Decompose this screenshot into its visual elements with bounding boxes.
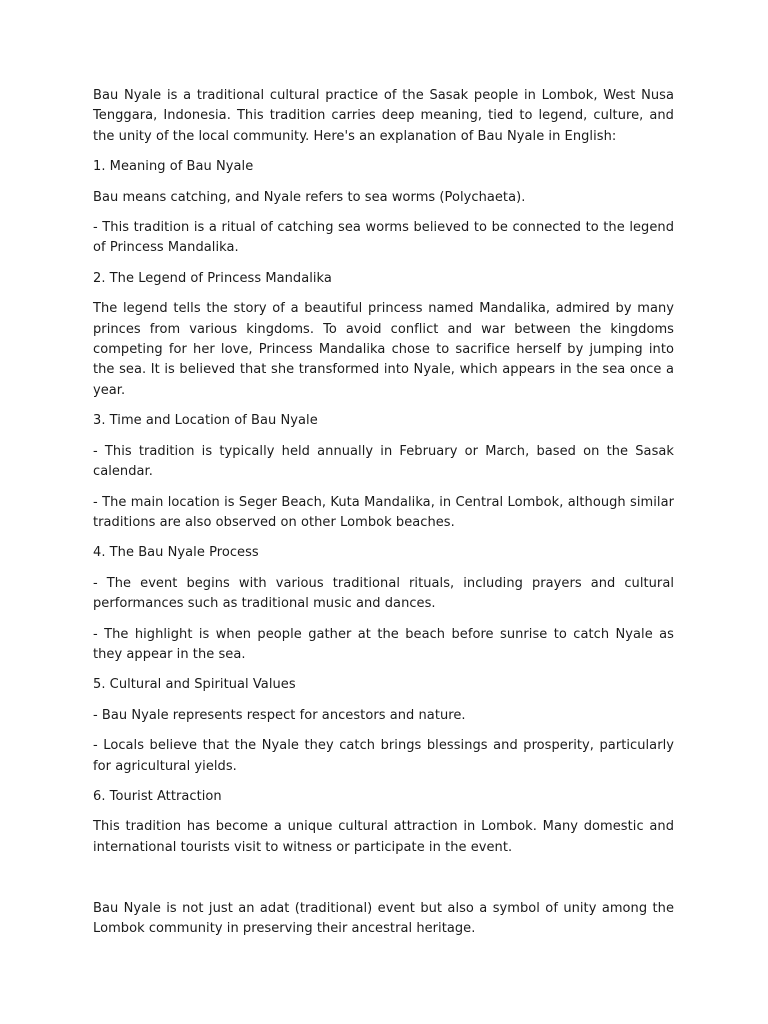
paragraph: The legend tells the story of a beautiful princess named Mandalika, admired by many princes from various kingdoms. To avoid conflict and war between the kingdoms competing for her love, Princess Mandalika chose to sacrifice herself by jumping into the sea. It is believed that she transformed into Nyale, which appears in the sea once a year. xyxy=(93,301,674,398)
section-heading-process: 4. The Bau Nyale Process xyxy=(93,545,259,561)
intro-paragraph: Bau Nyale is a traditional cultural practice of the Sasak people in Lombok, West Nusa Tenggara, Indonesia. This tradition carries deep meaning, tied to legend, culture, and the unity of the local community. Here's an explanation of Bau Nyale in English: xyxy=(93,88,674,144)
section-heading-tourist: 6. Tourist Attraction xyxy=(93,788,222,804)
section-heading-legend: 2. The Legend of Princess Mandalika xyxy=(93,270,332,286)
bullet-paragraph: - The highlight is when people gather at the beach before sunrise to catch Nyale as they appear in the sea. xyxy=(93,626,674,662)
section-heading-time-location: 3. Time and Location of Bau Nyale xyxy=(93,413,318,429)
bullet-paragraph: - The event begins with various traditional rituals, including prayers and cultural performances such as traditional music and dances. xyxy=(93,575,674,612)
section-heading-values: 5. Cultural and Spiritual Values xyxy=(93,677,296,693)
bullet-paragraph: - This tradition is typically held annually in February or March, based on the Sasak calendar. xyxy=(93,443,674,480)
paragraph: Bau means catching, and Nyale refers to sea worms (Polychaeta). xyxy=(93,189,526,205)
bullet-paragraph: - This tradition is a ritual of catching sea worms believed to be connected to the legend of Princess Mandalika. xyxy=(93,220,674,256)
paragraph: This tradition has become a unique cultural attraction in Lombok. Many domestic and international tourists visit to witness or participate in the event. xyxy=(93,819,674,855)
document-page xyxy=(93,86,674,949)
section-heading-meaning: 1. Meaning of Bau Nyale xyxy=(93,159,254,175)
bullet-paragraph: - The main location is Seger Beach, Kuta Mandalika, in Central Lombok, although similar traditions are also observed on other Lombok beaches. xyxy=(93,494,674,530)
bullet-paragraph: - Bau Nyale represents respect for ancestors and nature. xyxy=(93,707,466,723)
conclusion-paragraph: Bau Nyale is not just an adat (traditional) event but also a symbol of unity among the Lombok community in preserving their ancestral heritage. xyxy=(93,900,674,936)
bullet-paragraph: - Locals believe that the Nyale they catch brings blessings and prosperity, particularly for agricultural yields. xyxy=(93,738,674,774)
blank-line xyxy=(93,868,674,888)
